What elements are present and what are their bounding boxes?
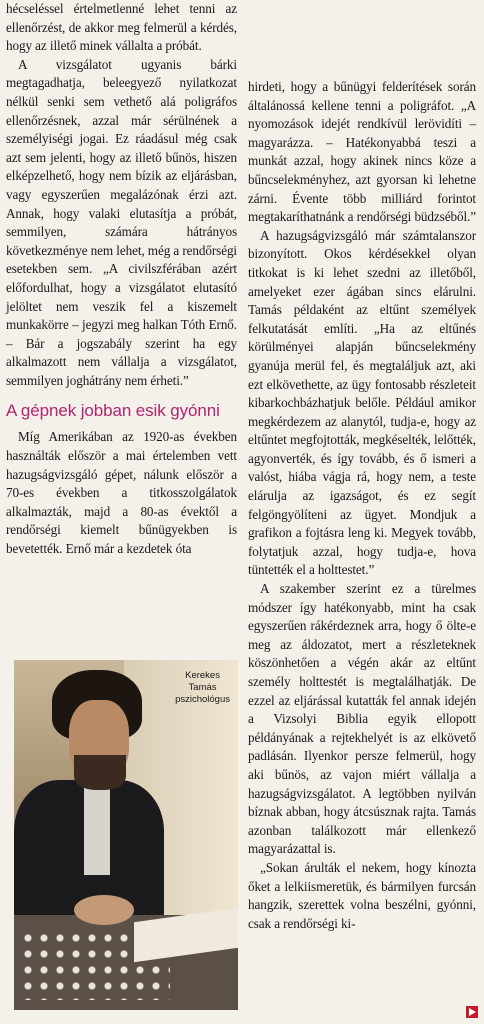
next-page-arrow-icon: [466, 1006, 478, 1018]
paragraph: A hazugságvizsgáló már számtalanszor bizonyított. Okos kérdésekkel olyan titkokat is ki lehet szedni az illetőből, amelyeket ezer ágában sincs elárulni. Tamás példaként az eltűnt személyek felkutatását említi. „Ha az eltűnés körülményei alapján bűncselekmény gyanúja merül fel, és megtaláljuk azt, aki ezt elkövethette, az ügy fontosabb részleteit kibarkochbázhatjuk belőle. Például amikor megkérdezem az alanytól, tudja-e, hogy az eltűntet megfojtották, megkéselték, lelőtték, agyonverték, és így tovább, és ő ismeri a valóst, hiába vágja rá, hogy nem, a teste elárulja az igazságot, és ez segít felgöngyölíteni az ügyet. Mondjuk a grafikon a fojtásra leng ki. Megyek tovább, folytatjuk azzal, hogy tudja-e, hova tüntették el a holttestet.”: [248, 227, 476, 578]
photo-figure: [84, 785, 110, 875]
photo-figure: [74, 755, 126, 790]
portrait-photo: [14, 660, 238, 1010]
caption-line: Kerekes: [185, 670, 220, 681]
article-column-right: [248, 78, 476, 933]
paragraph: „Sokan árulták el nekem, hogy kínozta őket a lelkiismeretük, és bármilyen furcsán hangzik, szerettek volna beszélni, gyónni, csak a rendőrségi ki-: [248, 859, 476, 931]
paragraph: hirdeti, hogy a bűnügyi felderítések során általánossá kellene tenni a poligráfot. „A nyomozások idejét rendkívül lerövidíti – magyarázza. – Hatékonyabbá teszi a munkát azzal, hogy akinek nincs köze a bűncselekményhez, azt gyorsan ki lehetne zárni. Évente több milliárd forintot megtakaríthatnánk a rendőrségi büdzséből.”: [248, 79, 476, 225]
section-subheading: A gépnek jobban esik gyónni: [6, 401, 220, 421]
paragraph: A vizsgálatot ugyanis bárki megtagadhatja, beleegyező nyilatkozat nélkül senki sem vethető alá poligráfos ellenőrzésnek, azzal már sérülnének a személyiségi jogai. Ez ráadásul még csak azt sem jelenti, hogy az illető bűnös, hiszen elképzelhető, hogy nem bízik az eljárásban, vagy egyszerűen megalázónak érzi azt. Annak, hogy valaki elutasítja a próbát, semmilyen, számára hátrányos következménye nem lehet, még a rendőrségi esetekben sem. „A civilszférában azért előfordulhat, hogy a vizsgálatot elutasító jelöltet nem veszik fel a kiszemelt munkakörre – jegyzi meg halkan Tóth Ernő. – Bár a jogszabály szerint ha egy alkalmazott nem vállalja a vizsgálatot, semmilyen joghátrány nem érheti.”: [6, 56, 237, 388]
photo-figure: [74, 895, 134, 925]
article-column-left: [6, 0, 237, 559]
photo-caption: [175, 670, 230, 706]
paragraph: A szakember szerint ez a türelmes módszer így hatékonyabb, mint ha csak egyszerűen rákérdeznek arra, hogy ő ölte-e meg az áldozatot, mert a részleteknek köszönhetően a végén akár az eltűnt személy holttestét is megtalálhatják. De ezzel az eljárással kutatták fel annak idején a Vizsolyi Biblia egyik ellopott példányának a rejtekhelyét is az elkövető padlásán. Ilyenkor persze felmerül, hogy aki bűnös, az vajon miért vállalja a hazugságvizsgálatot. A legtöbben nyilván bíznak abban, hogy átcsúsznak rajta. Tamás azonban találkozott már ellenkező magyarázattal is.: [248, 581, 476, 857]
paragraph: hécseléssel értelmetlenné lehet tenni az ellenőrzést, de akkor meg felmerül a kérdés, hogy az illető minek vállalta a próbát.: [6, 1, 237, 54]
paragraph: Míg Amerikában az 1920-as években használták először a mai értelemben vett hazugságvizsgáló gépet, nálunk először a 70-es években a titkosszolgálatok alkalmazták, majd a 80-as évektől a rendőrségi kiemelt bűnügyekben is bevetették. Ernő már a kezdetek óta: [6, 429, 237, 557]
caption-line: Tamás: [188, 682, 217, 693]
caption-line: pszichológus: [175, 694, 230, 705]
